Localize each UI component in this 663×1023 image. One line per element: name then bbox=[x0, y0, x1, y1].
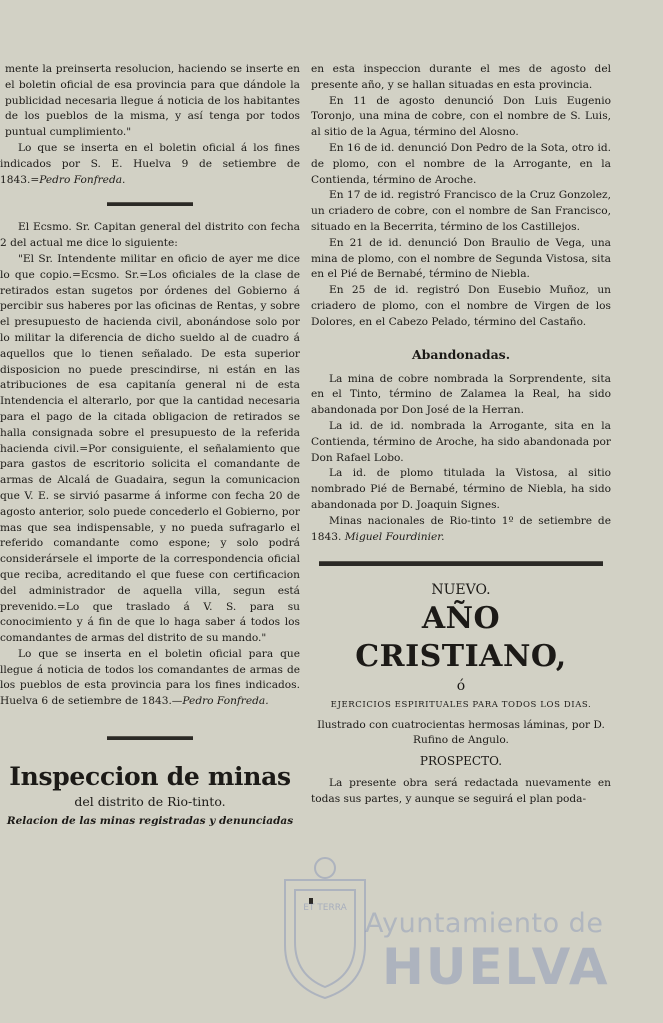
seal-icon bbox=[260, 850, 390, 1000]
advert-subtitle: EJERCICIOS ESPIRITUALES PARA TODOS LOS DIAS. bbox=[330, 700, 592, 711]
paragraph: La mina de cobre nombrada la Sorprendente, sita en el Tinto, término de Zalamea la Real, ha sido abandonada por Don José de la Herran. bbox=[311, 372, 611, 417]
right-column bbox=[311, 62, 611, 808]
separator-rule bbox=[107, 202, 193, 206]
seal-text: ET TERRA bbox=[303, 903, 347, 913]
paragraph: En 21 de id. denunció Don Braulio de Vega, una mina de plomo, con el nombre de Segunda Vistosa, sita en el Pié de Bernabé, término de Niebla. bbox=[311, 236, 611, 281]
paragraph: mente la preinserta resolucion, haciendo se inserte en el boletin oficial de esa provincia para que dándole la publicidad necesaria llegue á noticia de los habitantes de los pueblos de la misma, y así tenga por todos puntual cumplimiento." bbox=[5, 63, 300, 139]
section-heading: Inspeccion de minas bbox=[9, 762, 291, 792]
paragraph-text: Lo que se inserta en el boletin oficial á los fines indicados por S. E. Huelva 9 de setiembre de 1843. bbox=[0, 141, 300, 186]
paragraph: En 17 de id. registró Francisco de la Cruz Gonzolez, un criadero de cobre, con el nombre de San Francisco, situado en la Becerrita, término de los Castillejos. bbox=[311, 189, 611, 233]
paragraph-text: Lo que se inserta en el boletin oficial para que llegue á noticia de todos los comandantes de armas de los pueblos de esta provincia para los fines indicados. Huelva 6 de setiembre de 1843.— bbox=[0, 647, 300, 708]
section-heading: Abandonadas. bbox=[411, 346, 511, 362]
paragraph bbox=[311, 514, 611, 546]
watermark bbox=[300, 880, 660, 1020]
paragraph: El Ecsmo. Sr. Capitan general del distrito con fecha 2 del actual me dice lo siguiente: bbox=[0, 221, 300, 250]
paragraph bbox=[0, 647, 300, 710]
paragraph: La id. de id. nombrada la Arrogante, sita en la Contienda, término de Aroche, ha sido abandonada por Don Rafael Lobo. bbox=[311, 419, 611, 464]
paragraph: En 16 de id. denunció Don Pedro de la Sota, otro id. de plomo, con el nombre de la Arrogante, en la Contienda, término de Aroche. bbox=[311, 141, 611, 186]
advert-nuevo: NUEVO. bbox=[431, 582, 491, 599]
advert-prospecto: PROSPECTO. bbox=[419, 754, 503, 769]
paragraph-text: Minas nacionales de Rio-tinto 1º de setiembre de 1843. bbox=[311, 514, 611, 543]
signature: Pedro Fonfreda. bbox=[182, 695, 269, 708]
left-column bbox=[0, 62, 300, 827]
watermark-line2: HUELVA bbox=[382, 938, 610, 996]
advert-title: AÑO CRISTIANO, bbox=[355, 601, 567, 675]
advert-o: ó bbox=[456, 678, 466, 695]
section-subheading: del distrito de Rio-tinto. bbox=[74, 794, 226, 810]
ink-mark bbox=[309, 898, 313, 904]
paragraph: En 25 de id. registró Don Eusebio Muñoz, un criadero de plomo, con el nombre de Virgen de los Dolores, en el Cabezo Pelado, término del Castaño. bbox=[311, 284, 611, 328]
separator-rule bbox=[319, 561, 603, 566]
separator-rule bbox=[107, 736, 193, 740]
advert-illustration-note: Ilustrado con cuatrocientas hermosas láminas, por D. Rufino de Angulo. bbox=[317, 719, 605, 747]
watermark-line1: Ayuntamiento de bbox=[365, 908, 604, 939]
signature: Miguel Fourdinier. bbox=[344, 530, 445, 543]
paragraph: La presente obra será redactada nuevamente en todas sus partes, y aunque se seguirá el plan poda- bbox=[311, 777, 611, 806]
paragraph: En 11 de agosto denunció Don Luis Eugenio Toronjo, una mina de cobre, con el nombre de S. Luis, al sitio de la Agua, término del Alosno. bbox=[311, 94, 611, 139]
signature: =Pedro Fonfreda. bbox=[30, 173, 126, 186]
paragraph: en esta inspeccion durante el mes de agosto del presente año, y se hallan situadas en esta provincia. bbox=[311, 63, 611, 91]
paragraph bbox=[0, 141, 300, 188]
paragraph: "El Sr. Intendente militar en oficio de ayer me dice lo que copio.=Ecsmo. Sr.=Los oficiales de la clase de retirados estan sugetos por órdenes del Gobierno á percibir sus haberes por las oficinas de Rentas, y sobre el presupuesto de hacienda civil, abonándose solo por lo militar la diferencia de dicho sueldo al de cuadro á aquellos que lo tienen señalado. De esta superior disposicion no puede prescindirse, ni están en las atribuciones de esa capitanía general ni de esta Intendencia el alterarlo, por que la cantidad necesaria para el pago de la citada obligacion de retirados se halla consignada sobre el presupuesto de la referida hacienda civil.=Por consiguiente, el señalamiento que para gastos de escritorio solicita el comandante de armas de Alcalá de Guadaira, segun la comunicacion que V. E. se sirvió pasarme á informe con fecha 20 de agosto anterior, solo puede concederlo el Gobierno, por mas que sea indispensable, y no pueda sufragarlo el referido comandante como espone; y solo podrá considerársele el importe de la correspondencia oficial que reciba, acreditando el que fuese con certificacion del administrador de aquella villa, segun está prevenido.=Lo que traslado á V. S. para su conocimiento y á fin de que lo haga saber á todos los comandantes de armas del distrito de su mando." bbox=[0, 252, 300, 645]
paragraph: La id. de plomo titulada la Vistosa, al sitio nombrado Pié de Bernabé, término de Niebla, ha sido abandonada por D. Joaquin Signes. bbox=[311, 467, 611, 511]
section-caption: Relacion de las minas registradas y denunciadas bbox=[6, 815, 294, 828]
